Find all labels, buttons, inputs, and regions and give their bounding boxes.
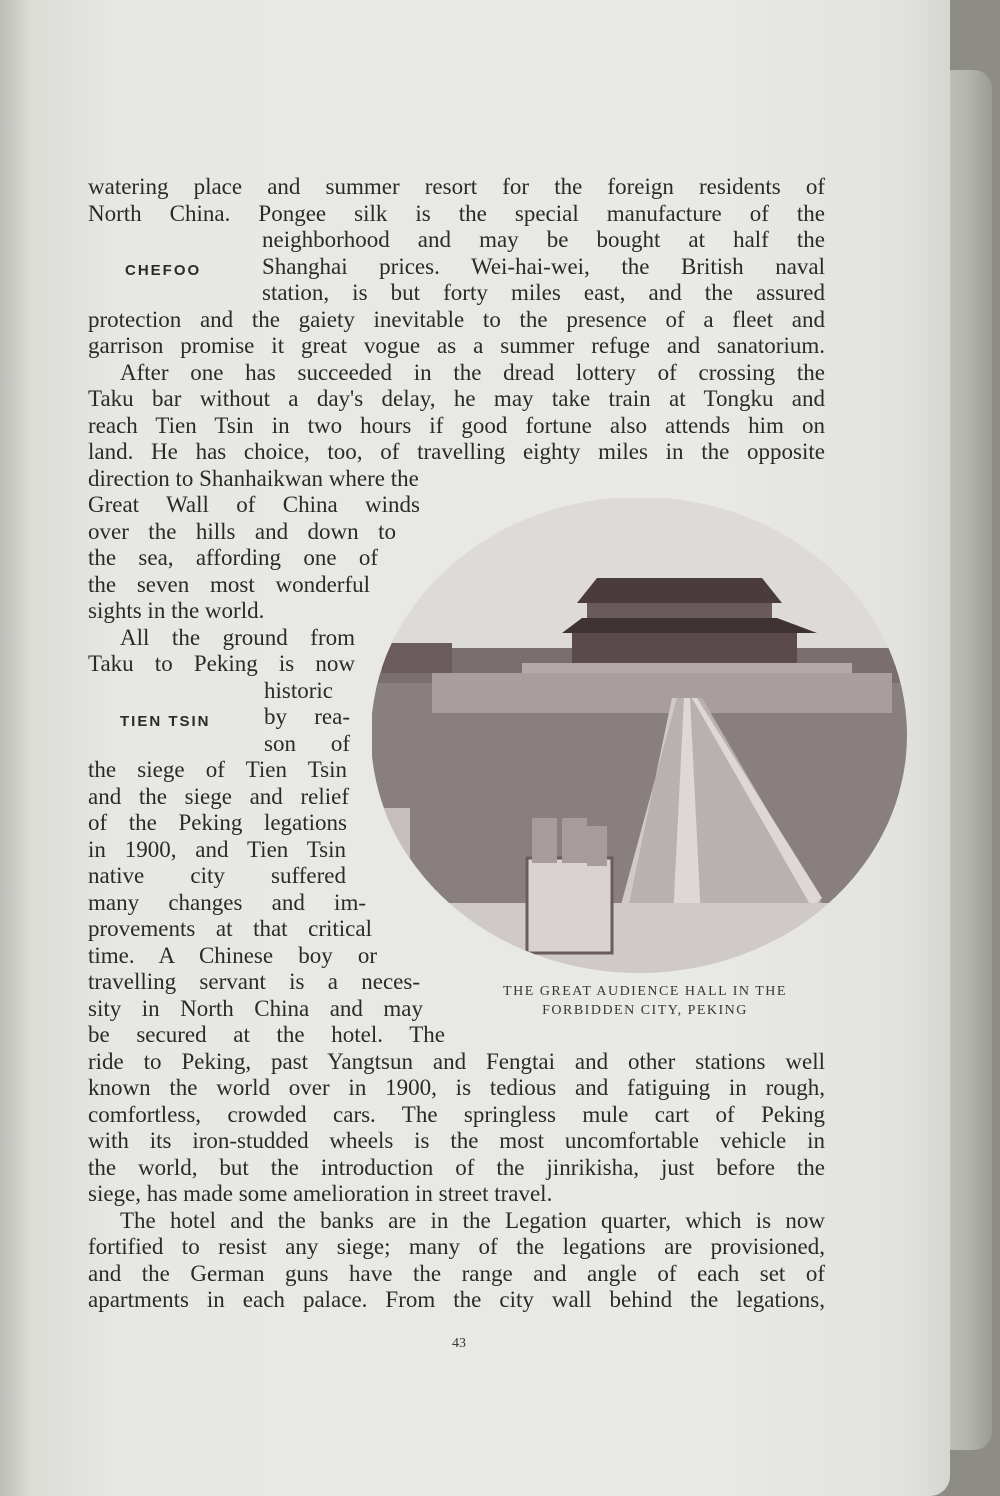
text-line: All the ground from xyxy=(120,624,355,650)
text-line: Taku bar without a day's delay, he may take train at Tongku and xyxy=(88,386,825,411)
text-line: fortified to resist any siege; many of the legations are provisioned, xyxy=(88,1234,825,1259)
text-line: The hotel and the banks are in the Legation quarter, which is now xyxy=(120,1207,825,1233)
text-line: garrison promise it great vogue as a summer refuge and sanatorium. xyxy=(88,333,825,358)
audience-hall-photo xyxy=(372,498,907,973)
text-line: reach Tien Tsin in two hours if good fortune also attends him on xyxy=(88,412,825,438)
text-line: Shanghai prices. Wei-hai-wei, the British naval xyxy=(262,253,825,279)
text-line: in 1900, and Tien Tsin xyxy=(88,836,346,862)
caption-line-2: FORBIDDEN CITY, PEKING xyxy=(542,1003,748,1018)
text-line: land. He has choice, too, of travelling eighty miles in the opposite xyxy=(88,439,825,464)
text-line: ride to Peking, past Yangtsun and Fengtai and other stations well xyxy=(88,1048,825,1074)
text-line: by rea- xyxy=(264,704,350,729)
text-line: over the hills and down to xyxy=(88,518,396,544)
text-line: watering place and summer resort for the foreign residents of xyxy=(88,174,825,199)
text-line: neighborhood and may be bought at half the xyxy=(262,227,825,252)
text-line: siege, has made some amelioration in street travel. xyxy=(88,1181,553,1206)
text-line: apartments in each palace. From the city wall behind the legations, xyxy=(88,1287,825,1312)
text-line: comfortless, crowded cars. The springless mule cart of Peking xyxy=(88,1101,825,1127)
text-line: time. A Chinese boy or xyxy=(88,942,377,968)
text-line: provements at that critical xyxy=(88,916,372,941)
text-line: historic xyxy=(264,677,333,703)
text-line: the siege of Tien Tsin xyxy=(88,757,347,782)
text-line: and the siege and relief xyxy=(88,783,349,809)
text-line: son of xyxy=(264,730,350,756)
text-line: North China. Pongee silk is the special manufacture of the xyxy=(88,200,825,226)
text-line: and the German guns have the range and angle of each set of xyxy=(88,1260,825,1286)
text-line: station, is but forty miles east, and the assured xyxy=(262,280,825,305)
text-line: sity in North China and may xyxy=(88,995,423,1021)
text-line: many changes and im- xyxy=(88,889,366,915)
sidenote-tien-tsin: TIEN TSIN xyxy=(120,713,211,730)
text-line: After one has succeeded in the dread lottery of crossing the xyxy=(120,359,825,385)
sidenote-chefoo: CHEFOO xyxy=(125,262,202,279)
text-line: known the world over in 1900, is tedious and fatiguing in rough, xyxy=(88,1075,825,1100)
text-line: direction to Shanhaikwan where the xyxy=(88,465,419,491)
text-line: the sea, affording one of xyxy=(88,545,378,570)
text-line: protection and the gaiety inevitable to the presence of a fleet and xyxy=(88,306,825,332)
caption-line-1: THE GREAT AUDIENCE HALL IN THE xyxy=(503,984,787,999)
text-line: native city suffered xyxy=(88,863,346,888)
text-line: sights in the world. xyxy=(88,598,265,623)
text-line: the world, but the introduction of the jinrikisha, just before the xyxy=(88,1154,825,1180)
page-number: 43 xyxy=(452,1336,466,1351)
text-line: the seven most wonderful xyxy=(88,571,370,597)
text-line: Taku to Peking is now xyxy=(88,651,355,676)
text-line: Great Wall of China winds xyxy=(88,492,420,517)
text-line: of the Peking legations xyxy=(88,810,347,835)
text-line: with its iron-studded wheels is the most uncomfortable vehicle in xyxy=(88,1128,825,1153)
text-line: travelling servant is a neces- xyxy=(88,969,420,994)
text-line: be secured at the hotel. The xyxy=(88,1022,445,1047)
